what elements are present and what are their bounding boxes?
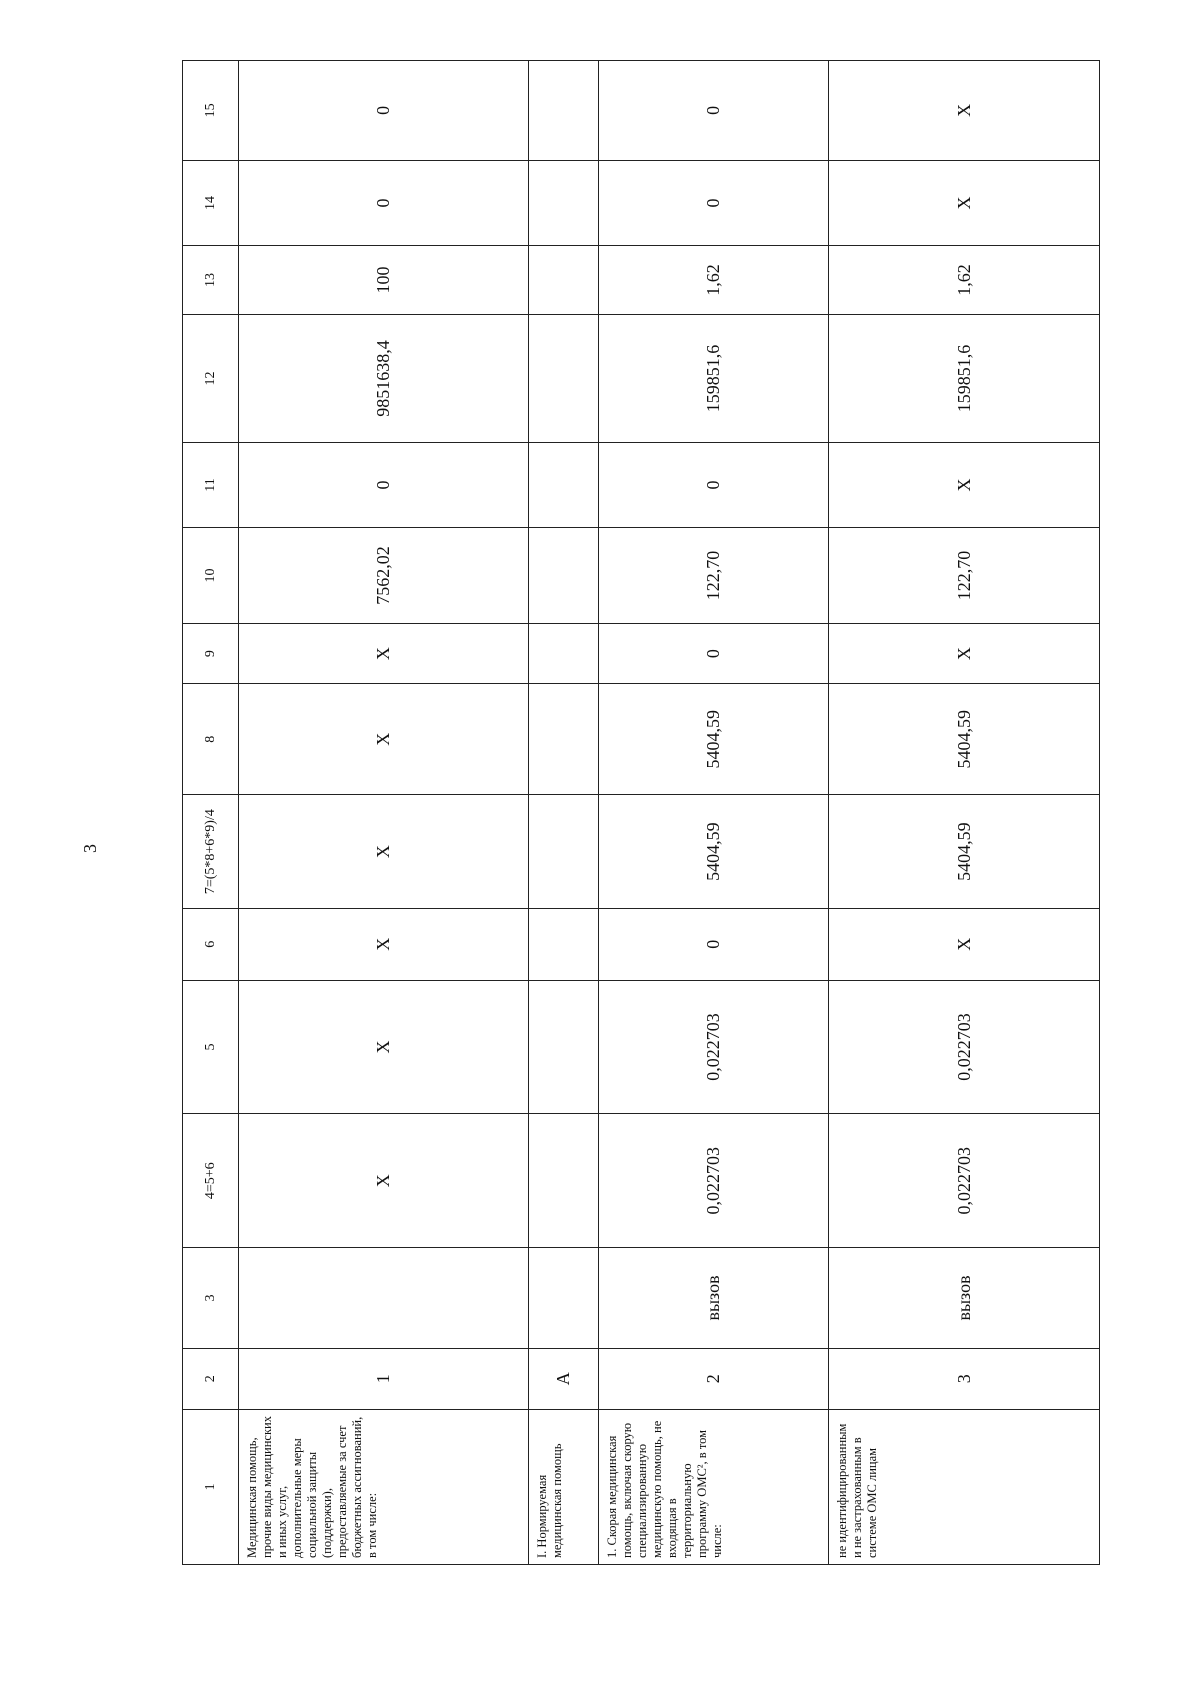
table-cell: 0 (599, 160, 829, 246)
table-cell: 0 (599, 908, 829, 980)
table-cell: X (239, 1114, 529, 1248)
col-header: 11 (183, 443, 239, 528)
rotated-table-container (182, 60, 1099, 1565)
table-cell (529, 684, 599, 795)
table-cell: 1 (239, 1348, 529, 1409)
col-header: 13 (183, 246, 239, 315)
table-cell: 1,62 (829, 246, 1100, 315)
col-header: 12 (183, 314, 239, 442)
table-cell: 0 (239, 160, 529, 246)
col-header: 10 (183, 527, 239, 623)
col-header: 9 (183, 624, 239, 684)
table-cell: 122,70 (829, 527, 1100, 623)
table-cell (529, 795, 599, 908)
table-cell: 0,022703 (599, 1114, 829, 1248)
row-description: 1. Скорая медицинская помощь, включая скорую специализированную медицинскую помощь, не входящая в территориальную программу ОМС², в том числе: (599, 1409, 829, 1564)
table-cell: 0,022703 (829, 1114, 1100, 1248)
table-cell: 0,022703 (599, 980, 829, 1114)
table-cell: X (829, 160, 1100, 246)
table-cell (529, 61, 599, 161)
col-header: 4=5+6 (183, 1114, 239, 1248)
table-cell (529, 160, 599, 246)
table-cell: 0 (239, 61, 529, 161)
table-cell (529, 1114, 599, 1248)
table-cell: 0 (239, 443, 529, 528)
table-cell (239, 1248, 529, 1349)
table-cell: А (529, 1348, 599, 1409)
header-row (183, 61, 239, 1565)
col-header: 5 (183, 980, 239, 1114)
table-cell (529, 980, 599, 1114)
table-cell: 5404,59 (829, 684, 1100, 795)
col-header: 3 (183, 1248, 239, 1349)
table-cell (529, 246, 599, 315)
table-cell: X (829, 443, 1100, 528)
table-cell: 7562,02 (239, 527, 529, 623)
table-cell: 159851,6 (599, 314, 829, 442)
table-cell: 159851,6 (829, 314, 1100, 442)
col-header: 6 (183, 908, 239, 980)
row-description: Медицинская помощь, прочие виды медицинских и иных услуг, дополнительные меры социальной защиты (поддержки), предоставляемые за счет бюджетных ассигнований, в том числе: (239, 1409, 529, 1564)
table-cell: 5404,59 (599, 795, 829, 908)
table-row (239, 61, 529, 1565)
table-cell: X (829, 908, 1100, 980)
col-header: 15 (183, 61, 239, 161)
row-description: I. Нормируемая медицинская помощь (529, 1409, 599, 1564)
table-cell: 0 (599, 624, 829, 684)
table-cell: 3 (829, 1348, 1100, 1409)
table-cell: 0,022703 (829, 980, 1100, 1114)
table-cell: 1,62 (599, 246, 829, 315)
col-header: 1 (183, 1409, 239, 1564)
table-cell (529, 527, 599, 623)
table-cell: 2 (599, 1348, 829, 1409)
col-header: 8 (183, 684, 239, 795)
table-cell: X (829, 624, 1100, 684)
table-cell (529, 314, 599, 442)
table-cell: X (239, 980, 529, 1114)
table-cell: 122,70 (599, 527, 829, 623)
table-cell: X (239, 624, 529, 684)
table-cell (529, 908, 599, 980)
table-cell: 0 (599, 443, 829, 528)
table-cell: 9851638,4 (239, 314, 529, 442)
norms-table (182, 60, 1100, 1565)
table-row (829, 61, 1100, 1565)
table-row (599, 61, 829, 1565)
col-header: 7=(5*8+6*9)/4 (183, 795, 239, 908)
table-cell: 100 (239, 246, 529, 315)
page-number: 3 (80, 844, 100, 853)
table-row (529, 61, 599, 1565)
table-cell: вызов (599, 1248, 829, 1349)
row-description: не идентифицированным и не застрахованным в системе ОМС лицам (829, 1409, 1100, 1564)
table-cell (529, 624, 599, 684)
table-cell: 5404,59 (599, 684, 829, 795)
table-cell: X (829, 61, 1100, 161)
table-cell: 0 (599, 61, 829, 161)
table-cell: X (239, 908, 529, 980)
col-header: 2 (183, 1348, 239, 1409)
table-cell (529, 1248, 599, 1349)
table-cell: X (239, 795, 529, 908)
table-cell: X (239, 684, 529, 795)
table-cell: 5404,59 (829, 795, 1100, 908)
col-header: 14 (183, 160, 239, 246)
table-cell: вызов (829, 1248, 1100, 1349)
table-cell (529, 443, 599, 528)
